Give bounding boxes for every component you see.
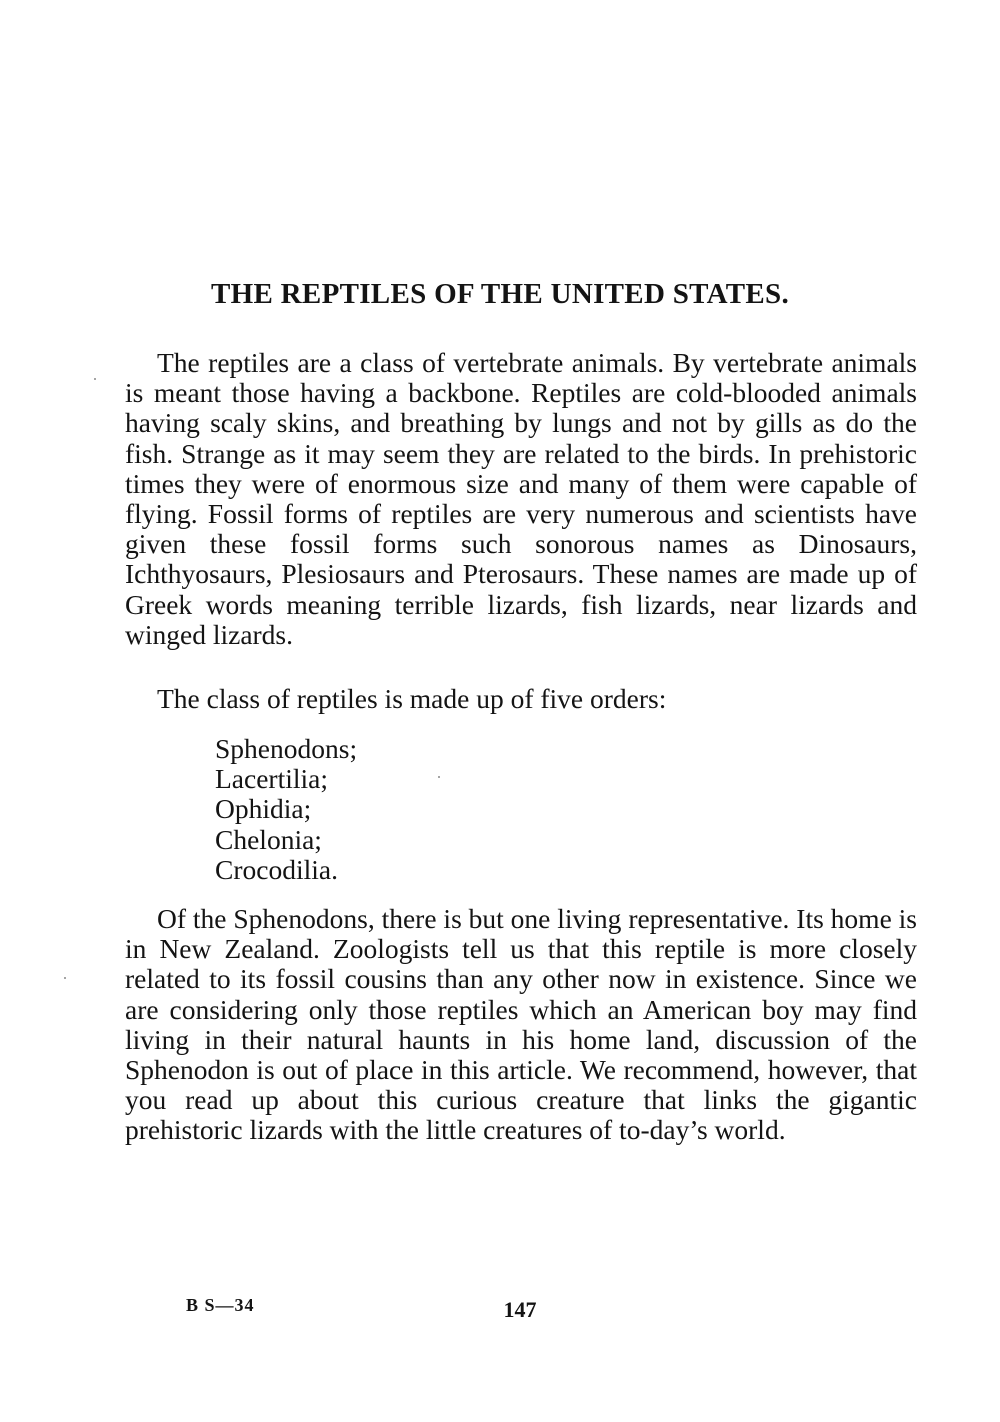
paragraph-sphenodon: Of the Sphenodons, there is but one living representative. Its home is in New Zealand. Zoologists tell us that this reptile is more closely related to its fossil cousins than any other now in existence. Since we are considering only those reptiles which an American boy may find living in their natural haunts in his home land, discussion of the Sphenodon is out of place in this article. We recommend, however, that you read up about this curious creature that links the gigantic prehistoric lizards with the little creatures of to-day’s world. — [125, 903, 917, 1146]
list-item: Lacertilia; — [215, 763, 328, 795]
signature-mark: B S—34 — [186, 1295, 255, 1315]
orders-list — [215, 734, 357, 885]
paragraph-intro: The reptiles are a class of vertebrate animals. By vertebrate animals is meant those having a backbone. Reptiles are cold-blooded animals having scaly skins, and breathing by lungs and not by gills as do the fish. Strange as it may seem they are related to the birds. In prehistoric times they were of enormous size and many of them were capable of flying. Fossil forms of reptiles are very numerous and scientists have given these fossil forms such sonorous names as Dinosaurs, Ichthyosaurs, Plesiosaurs and Pterosaurs. These names are made up of Greek words meaning terrible lizards, fish lizards, near lizards and winged lizards. — [125, 347, 917, 650]
list-item: Ophidia; — [215, 793, 312, 825]
print-speck — [438, 776, 440, 778]
print-speck — [94, 378, 96, 380]
page-number: 147 — [503, 1297, 537, 1322]
list-item: Chelonia; — [215, 823, 322, 855]
list-item: Crocodilia. — [215, 853, 338, 885]
paragraph-orders-intro: The class of reptiles is made up of five orders: — [157, 683, 667, 714]
print-speck — [64, 977, 66, 979]
list-item: Sphenodons; — [215, 733, 358, 764]
page-title: THE REPTILES OF THE UNITED STATES. — [210, 278, 790, 310]
